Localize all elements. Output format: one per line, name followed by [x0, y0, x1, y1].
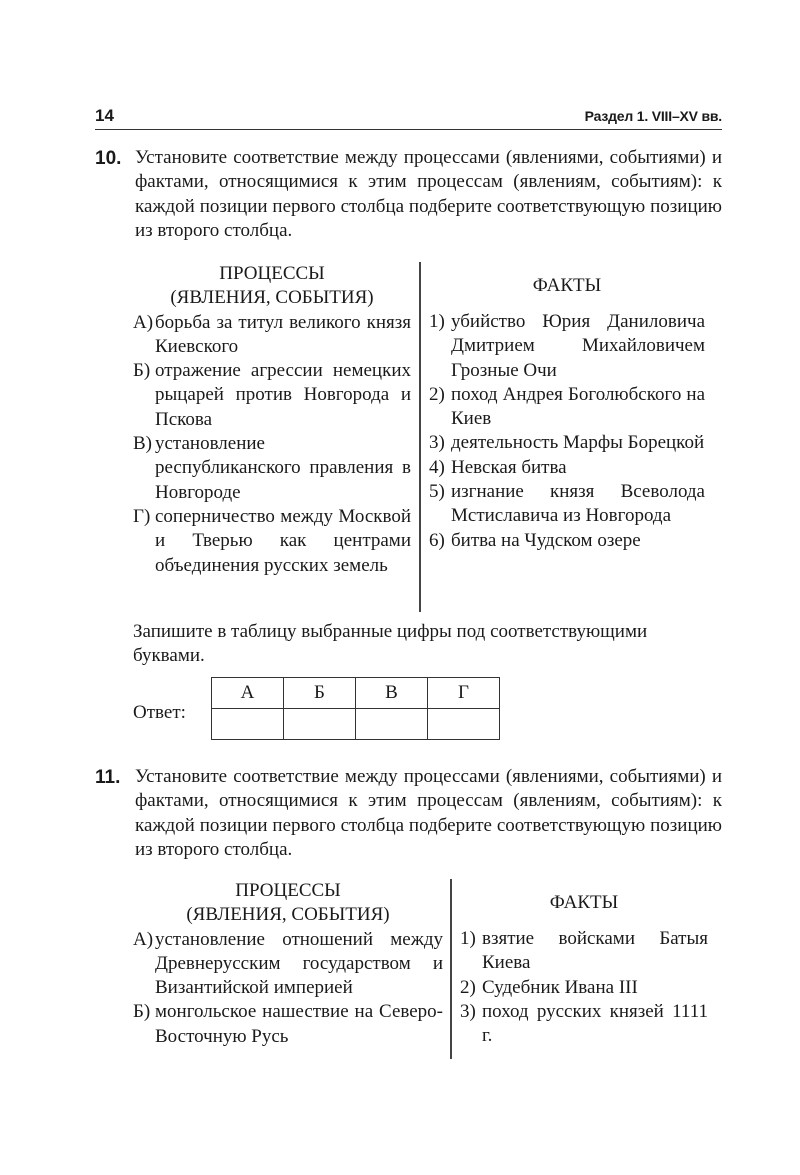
task-question: Установите соответствие между процессами (явлениями, событиями) и фактами, относящимися к этим процессам (явлениям, событиям): к каждой позиции первого столбца подберите соответствующую позицию из второго столбца.	[135, 147, 722, 241]
fact-item: 3) поход русских князей 1111 г.	[460, 1000, 708, 1047]
process-item: Б) монгольское нашествие на Северо-Восточную Русь	[133, 1001, 443, 1047]
fact-item: 3) деятельность Марфы Борецкой	[429, 432, 705, 454]
fact-item: 6) битва на Чудском озере	[429, 529, 641, 551]
answer-col-header: В	[356, 678, 428, 709]
column-divider	[419, 262, 421, 612]
processes-header: ПРОЦЕССЫ	[235, 880, 341, 901]
processes-column	[133, 262, 411, 578]
answer-cell-g[interactable]	[428, 709, 500, 740]
task-11	[95, 765, 722, 862]
fact-item: 2) Судебник Ивана III	[460, 976, 638, 998]
running-header	[95, 104, 722, 130]
answer-cell-b[interactable]	[284, 709, 356, 740]
facts-column	[429, 262, 705, 553]
process-item: Б) отражение агрессии немецких рыцарей против Новгорода и Пскова	[133, 360, 411, 430]
fact-item: 1) убийство Юрия Даниловича Дмитрием Михайловичем Грозные Очи	[429, 311, 705, 381]
answer-label: Ответ:	[133, 702, 186, 723]
processes-subheader: (ЯВЛЕНИЯ, СОБЫТИЯ)	[186, 904, 390, 926]
fact-item: 2) поход Андрея Боголюбского на Киев	[429, 383, 705, 430]
process-item: В) установление республиканского правления в Новгороде	[133, 433, 411, 503]
answer-cell-a[interactable]	[212, 709, 284, 740]
facts-column	[460, 879, 708, 1048]
facts-header: ФАКТЫ	[549, 892, 619, 913]
processes-subheader: (ЯВЛЕНИЯ, СОБЫТИЯ)	[170, 287, 374, 309]
section-title: Раздел 1. VIII–XV вв.	[584, 108, 722, 124]
task-number: 10.	[95, 148, 122, 169]
matching-table-10	[133, 262, 722, 612]
task-question: Установите соответствие между процессами (явлениями, событиями) и фактами, относящимися к этим процессам (явлениям, событиям): к каждой позиции первого столбца подберите соответствующую позицию из второго столбца.	[135, 766, 722, 860]
task-number: 11.	[95, 767, 121, 788]
page-number: 14	[95, 106, 114, 125]
column-divider	[450, 879, 452, 1059]
answer-cell-v[interactable]	[356, 709, 428, 740]
answer-col-header: Г	[428, 678, 500, 709]
process-item: А) борьба за титул великого князя Киевского	[133, 311, 411, 357]
task-10	[95, 146, 722, 243]
answer-col-header: Б	[284, 678, 356, 709]
fact-item: 4) Невская битва	[429, 456, 567, 478]
process-item: Г) соперничество между Москвой и Тверью как центрами объединения русских земель	[133, 505, 411, 576]
processes-header: ПРОЦЕССЫ	[219, 263, 325, 284]
process-item: А) установление отношений между Древнерусским государством и Византийской империей	[133, 928, 443, 999]
facts-header: ФАКТЫ	[532, 275, 602, 296]
answer-col-header: А	[212, 678, 284, 709]
fact-item: 1) взятие войсками Батыя Киева	[460, 928, 708, 974]
processes-column	[133, 879, 443, 1049]
matching-table-11	[133, 879, 722, 1059]
fact-item: 5) изгнание князя Всеволода Мстиславича из Новгорода	[429, 481, 705, 527]
answer-instruction: Запишите в таблицу выбранные цифры под соответствующими буквами.	[133, 621, 648, 667]
answer-table	[211, 677, 500, 740]
